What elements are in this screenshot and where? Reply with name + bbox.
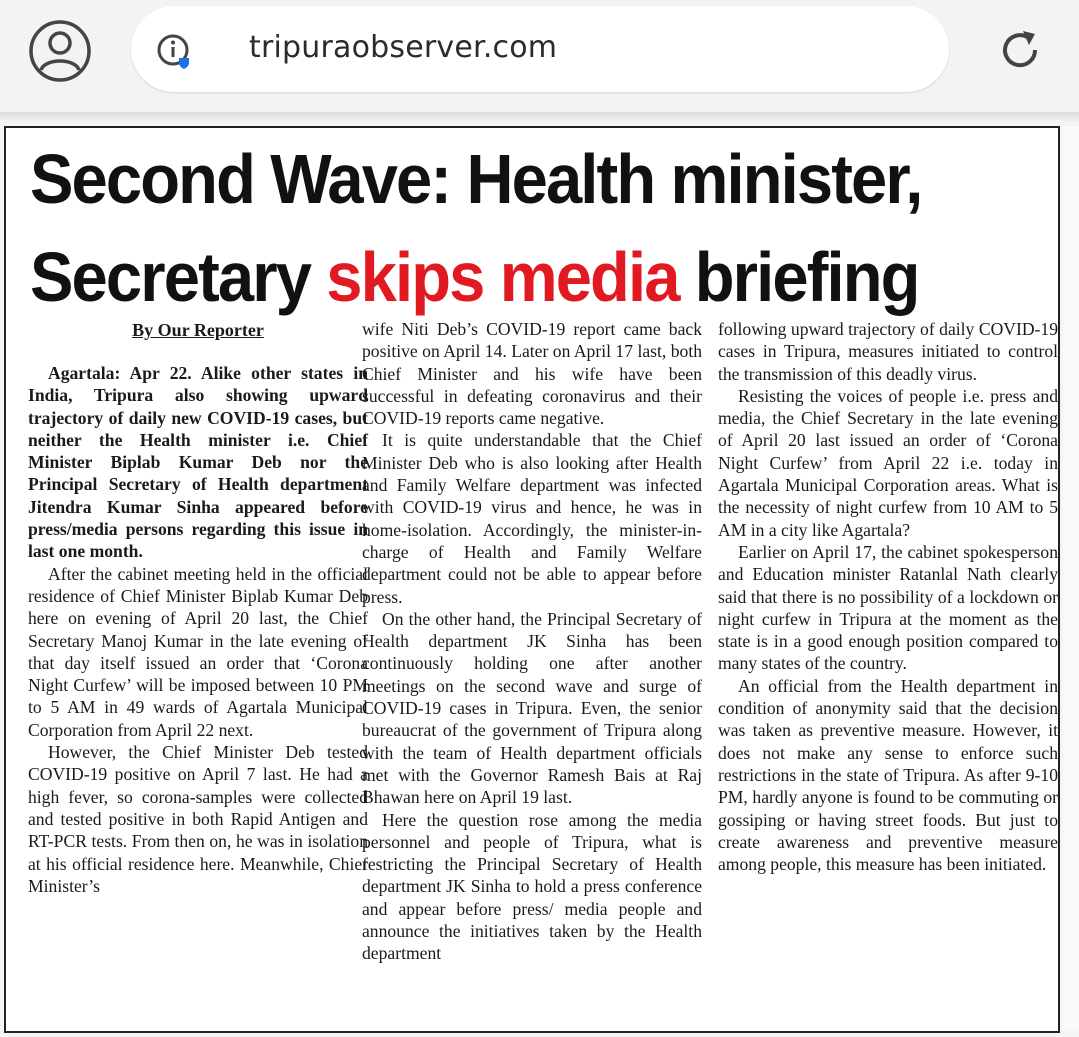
toolbar-shadow: [0, 112, 1079, 122]
profile-button[interactable]: [27, 18, 93, 84]
paragraph: On the other hand, the Principal Secretary of Health department JK Sinha has been continuously holding one after another meetings on the second wave and surge of COVID-19 cases in Tripura. Even, the senior bureaucrat of the government of Tripura along with the team of Health department officials met with the Governor Ramesh Bais at Raj Bhawan here on April 19 last.: [362, 608, 702, 808]
article-column-3: [718, 318, 1058, 875]
browser-toolbar: [0, 0, 1079, 112]
byline: By Our Reporter: [132, 320, 264, 340]
adjacent-page-edge: [1063, 126, 1079, 1031]
lead-paragraph: Agartala: Apr 22. Alike other states in India, Tripura also showing upward trajectory of daily new COVID-19 cases, but neither the Health minister i.e. Chief Minister Biplab Kumar Deb nor the Principal Secretary of Health department Jitendra Kumar Sinha appeared before press/media persons regarding this issue in last one month.: [28, 363, 368, 562]
paragraph: Here the question rose among the media personnel and people of Tripura, what is restricting the Principal Secretary of Health department JK Sinha to hold a press conference and appear before press/ media people and announce the initiatives taken by the Health department: [362, 809, 702, 964]
paragraph: It is quite understandable that the Chief Minister Deb who is also looking after Health and Family Welfare department was infected with COVID-19 virus and hence, he was in home-isolation. Accordingly, the minister-in-charge of Health and Family Welfare department could not be able to appear before press.: [362, 430, 702, 607]
headline-line-2-end: briefing: [678, 238, 919, 316]
paragraph: Resisting the voices of people i.e. press and media, the Chief Secretary in the late evening of April 20 last issued an order of ‘Corona Night Curfew’ from April 22 i.e. today in Agartala Municipal Corporation areas. What is the necessity of night curfew from 10 AM to 5 AM in a city like Agartala?: [718, 385, 1058, 540]
headline: [30, 130, 979, 326]
article-column-1: [28, 318, 368, 897]
info-icon[interactable]: [155, 32, 195, 72]
paragraph: After the cabinet meeting held in the official residence of Chief Minister Biplab Kumar Deb here on evening of April 20 last, the Chief Secretary Manoj Kumar in the late evening of that day itself issued an order that ‘Corona Night Curfew’ will be imposed between 10 PM to 5 AM in 49 wards of Agartala Municipal Corporation from April 22 next.: [28, 563, 368, 740]
headline-line-2-start: Secretary: [30, 238, 327, 316]
paragraph: Earlier on April 17, the cabinet spokesperson and Education minister Ratanlal Nath clearly said that there is no possibility of a lockdown or night curfew in Tripura at the moment as the state is in a good enough position compared to many states of the country.: [718, 541, 1058, 674]
paragraph: following upward trajectory of daily COVID-19 cases in Tripura, measures initiated to control the transmission of this deadly virus.: [718, 319, 1058, 384]
paragraph: wife Niti Deb’s COVID-19 report came back positive on April 14. Later on April 17 last, both Chief Minister and his wife have been successful in defeating coronavirus and their COVID-19 reports came negative.: [362, 319, 702, 429]
paragraph: However, the Chief Minister Deb tested COVID-19 positive on April 7 last. He had a high fever, so corona-samples were collected and tested positive in both Rapid Antigen and RT-PCR tests. From then on, he was in isolation at his official residence here. Meanwhile, Chief Minister’s: [28, 742, 368, 896]
reload-icon: [995, 25, 1045, 75]
paragraph: An official from the Health department in condition of anonymity said that the decision was taken as preventive measure. However, it does not make any sense to enforce such restrictions in the state of Tripura. As after 9-10 PM, hardly anyone is found to be commuting or gossiping or having street foods. But just to create awareness and preventive measure among people, this measure has been initiated.: [718, 675, 1058, 875]
reload-button[interactable]: [995, 25, 1045, 75]
headline-line-2: [30, 228, 979, 326]
headline-line-1: Second Wave: Health minister,: [30, 140, 922, 218]
url-text: tripuraobserver.com: [249, 30, 558, 65]
headline-highlight: skips media: [326, 238, 679, 316]
newspaper-clipping: [4, 126, 1060, 1033]
person-circle-icon: [27, 18, 93, 84]
address-bar[interactable]: [131, 6, 949, 92]
article-column-2: [362, 318, 702, 965]
